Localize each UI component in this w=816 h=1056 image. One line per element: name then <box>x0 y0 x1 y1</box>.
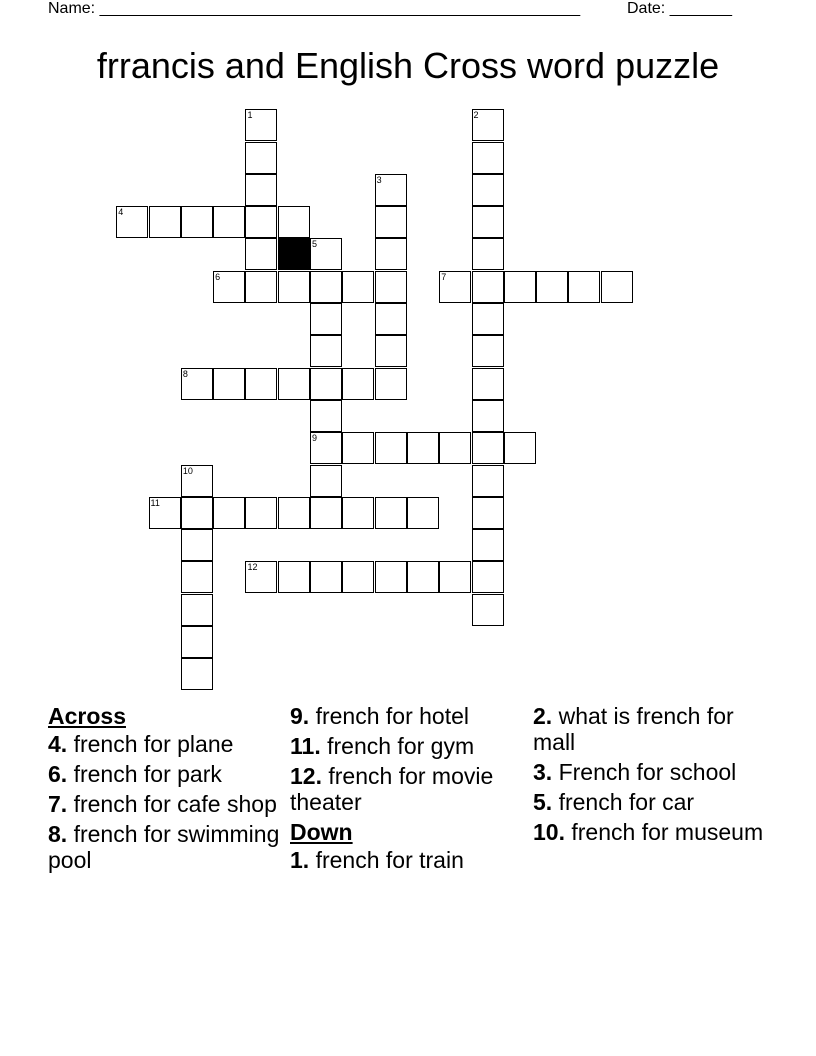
grid-cell[interactable] <box>245 238 277 270</box>
grid-cell[interactable] <box>310 465 342 497</box>
down-heading: Down <box>290 819 353 845</box>
grid-cell[interactable] <box>375 271 407 303</box>
clue-number-label: 2 <box>473 110 479 121</box>
grid-cell[interactable] <box>310 271 342 303</box>
clue-down-10 <box>533 819 768 845</box>
grid-cell[interactable] <box>245 368 277 400</box>
clue-down-1 <box>290 847 525 873</box>
clue-text: french for train <box>315 847 464 873</box>
grid-cell[interactable] <box>245 109 277 141</box>
clue-text: french for museum <box>571 819 764 845</box>
grid-cell[interactable] <box>149 206 181 238</box>
grid-cell[interactable] <box>375 303 407 335</box>
grid-cell[interactable] <box>310 335 342 367</box>
grid-cell[interactable] <box>601 271 633 303</box>
grid-cell[interactable] <box>181 529 213 561</box>
clue-across-7 <box>48 791 283 817</box>
grid-cell[interactable] <box>278 368 310 400</box>
clue-number-label: 11 <box>150 497 160 508</box>
grid-cell[interactable] <box>245 271 277 303</box>
page-title: frrancis and English Cross word puzzle <box>96 45 720 86</box>
clue-text: what is french for mall <box>533 703 734 755</box>
clue-text: French for school <box>558 759 737 785</box>
grid-cell[interactable] <box>472 303 504 335</box>
grid-cell[interactable] <box>407 497 439 529</box>
clue-text: french for cafe shop <box>73 791 277 817</box>
grid-cell[interactable] <box>472 238 504 270</box>
clue-text: french for car <box>558 789 695 815</box>
grid-cell[interactable] <box>181 658 213 690</box>
grid-cell[interactable] <box>181 626 213 658</box>
clue-number: 7. <box>48 791 68 817</box>
clue-number-label: 7 <box>441 271 447 282</box>
grid-cell[interactable] <box>310 497 342 529</box>
grid-cell[interactable] <box>375 335 407 367</box>
clue-number-label: 10 <box>182 465 193 476</box>
grid-cell[interactable] <box>375 174 407 206</box>
grid-cell[interactable] <box>278 561 310 593</box>
grid-cell[interactable] <box>278 271 310 303</box>
grid-cell[interactable] <box>342 497 374 529</box>
clue-number: 6. <box>48 761 68 787</box>
grid-cell[interactable] <box>310 238 342 270</box>
clue-number-label: 8 <box>182 368 188 379</box>
grid-cell[interactable] <box>149 497 181 529</box>
grid-cell[interactable] <box>375 561 407 593</box>
clue-text: french for plane <box>73 731 234 757</box>
grid-cell[interactable] <box>181 594 213 626</box>
grid-cell[interactable] <box>504 432 536 464</box>
clue-number-label: 5 <box>312 239 318 250</box>
grid-cell[interactable] <box>472 174 504 206</box>
grid-cell[interactable] <box>213 497 245 529</box>
grid-cell[interactable] <box>407 561 439 593</box>
grid-cell[interactable] <box>375 238 407 270</box>
clue-text: french for hotel <box>315 703 469 729</box>
clue-down-5 <box>533 789 768 815</box>
grid-cell[interactable] <box>310 368 342 400</box>
grid-cell[interactable] <box>310 400 342 432</box>
grid-cell[interactable] <box>472 271 504 303</box>
grid-cell[interactable] <box>504 271 536 303</box>
grid-cell[interactable] <box>472 529 504 561</box>
grid-cell[interactable] <box>245 142 277 174</box>
grid-cell[interactable] <box>375 368 407 400</box>
grid-cell[interactable] <box>407 432 439 464</box>
grid-cell[interactable] <box>568 271 600 303</box>
clue-text: french for movie theater <box>290 763 494 815</box>
grid-cell[interactable] <box>181 497 213 529</box>
clue-number: 5. <box>533 789 553 815</box>
grid-cell[interactable] <box>213 271 245 303</box>
grid-cell[interactable] <box>375 432 407 464</box>
grid-cell[interactable] <box>375 497 407 529</box>
date-field-label: Date: _______ <box>627 0 732 17</box>
clue-text: french for park <box>73 761 222 787</box>
grid-cell[interactable] <box>472 561 504 593</box>
grid-cell[interactable] <box>245 497 277 529</box>
clue-number: 3. <box>533 759 553 785</box>
grid-cell[interactable] <box>310 303 342 335</box>
grid-cell[interactable] <box>472 206 504 238</box>
across-heading: Across <box>48 703 126 729</box>
clue-down-2 <box>533 703 768 755</box>
grid-cell[interactable] <box>278 206 310 238</box>
clue-column-1 <box>48 703 283 877</box>
grid-cell[interactable] <box>213 368 245 400</box>
grid-cell[interactable] <box>310 432 342 464</box>
grid-cell[interactable] <box>213 206 245 238</box>
clue-text: french for gym <box>327 733 475 759</box>
clue-number-label: 1 <box>247 110 253 121</box>
clue-number: 10. <box>533 819 565 845</box>
clue-number: 12. <box>290 763 322 789</box>
clue-across-12 <box>290 763 525 815</box>
grid-cell[interactable] <box>439 561 471 593</box>
grid-cell[interactable] <box>472 142 504 174</box>
clue-text: french for swimming pool <box>48 821 280 873</box>
grid-cell[interactable] <box>472 465 504 497</box>
clue-column-2 <box>290 703 525 877</box>
clue-across-6 <box>48 761 283 787</box>
grid-cell[interactable] <box>536 271 568 303</box>
clue-number: 4. <box>48 731 68 757</box>
grid-cell[interactable] <box>439 432 471 464</box>
grid-cell[interactable] <box>181 465 213 497</box>
clue-across-4 <box>48 731 283 757</box>
grid-cell[interactable] <box>181 206 213 238</box>
grid-cell[interactable] <box>181 368 213 400</box>
black-cell <box>278 238 310 270</box>
clue-column-3 <box>533 703 768 849</box>
grid-cell[interactable] <box>472 335 504 367</box>
grid-cell[interactable] <box>472 594 504 626</box>
grid-cell[interactable] <box>375 206 407 238</box>
grid-cell[interactable] <box>439 271 471 303</box>
clue-number: 9. <box>290 703 310 729</box>
grid-cell[interactable] <box>245 206 277 238</box>
grid-cell[interactable] <box>278 497 310 529</box>
grid-cell[interactable] <box>472 432 504 464</box>
grid-cell[interactable] <box>116 206 148 238</box>
grid-cell[interactable] <box>472 368 504 400</box>
clue-down-3 <box>533 759 768 785</box>
clue-across-11 <box>290 733 525 759</box>
clue-number-label: 4 <box>118 207 124 218</box>
grid-cell[interactable] <box>245 561 277 593</box>
grid-cell[interactable] <box>245 174 277 206</box>
name-field-label: Name: ______________________________________________________ <box>48 0 581 17</box>
clue-number: 2. <box>533 703 553 729</box>
grid-cell[interactable] <box>342 561 374 593</box>
grid-cell[interactable] <box>472 497 504 529</box>
clue-across-8 <box>48 821 283 873</box>
clue-number-label: 3 <box>376 174 382 185</box>
clue-number-label: 9 <box>312 433 318 444</box>
grid-cell[interactable] <box>310 561 342 593</box>
grid-cell[interactable] <box>472 400 504 432</box>
clue-number: 8. <box>48 821 68 847</box>
clue-number-label: 6 <box>215 271 221 282</box>
clue-number: 1. <box>290 847 310 873</box>
grid-cell[interactable] <box>181 561 213 593</box>
grid-cell[interactable] <box>342 432 374 464</box>
grid-cell[interactable] <box>342 271 374 303</box>
clue-number: 11. <box>290 733 321 759</box>
grid-cell[interactable] <box>342 368 374 400</box>
clue-number-label: 12 <box>247 562 258 573</box>
grid-cell[interactable] <box>472 109 504 141</box>
clue-across-9 <box>290 703 525 729</box>
